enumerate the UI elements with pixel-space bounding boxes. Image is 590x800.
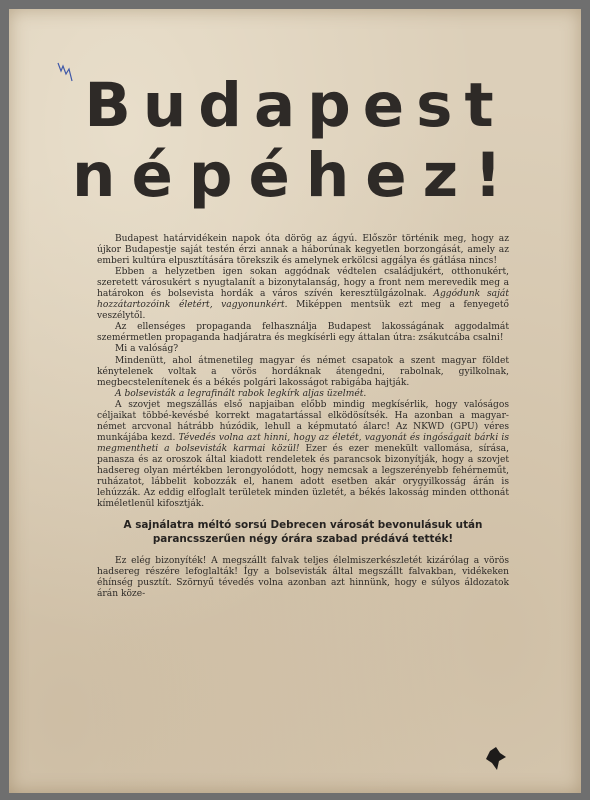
page-title-line-1: Budapest <box>84 70 506 141</box>
paragraph-4: Mi a valóság? <box>115 344 179 355</box>
paper-tear-hole <box>484 745 508 773</box>
page-title-line-2: népéhez! <box>72 140 518 211</box>
leaflet-body-text <box>97 234 509 600</box>
paragraph-2-text: Ebben a helyzetben igen sokan aggódnak védtelen családjukért, otthonukért, szeretett városukért s nyugtalanít a bizonytalanság, hogy a front nem merevedik meg a határokon és bolsevista hordák a város szívén keresztülgázolnak. <box>97 267 509 300</box>
paragraph-7-end: Ezer és ezer menekült vallomása, sírása, panasza és az oroszok által kiadott rendeletek és parancsok bizonyítják, hogy a szovjet hadsereg olyan mértékben lerongyolódott, hogy nemcsak a legszerényebb fehérneműt, ruházatot, lábbelit kobozzák el, hanem adott esetben akár orygyilkosság árán is lehúzzák. Az eddig elfoglalt területek minden üzletét, a békés lakosság minden otthonát kíméletlenül kifosztják. <box>97 443 509 510</box>
leaflet-page <box>9 9 581 793</box>
paragraph-1: Budapest határvidékein napok óta dörög az ágyú. Először történik meg, hogy az újkor Budapestje saját testén érzi annak a háborúnak kegyetlen borzongását, amely az emberi kultúra elpusztítására törekszik és amelynek erkölcsi aggálya és gátlása nincs! <box>97 234 509 267</box>
paragraph-7-italic: Tévedés volna azt hinni, hogy az életét, vagyonát és ingóságait bárki is megmentheti a bolsevisták karmai közül! <box>97 432 509 454</box>
paragraph-6-italic: A bolsevisták a legrafinált rabok legkírk aljas üzelmét. <box>115 388 367 399</box>
paragraph-7-text: A szovjet megszállás első napjaiban előbb mindig megkísérlik, hogy valóságos céljaikat többé-kevésbé korrekt magatartással elködösítsék. Ha azonban a magyar-német arcvonal hátrább húzódik, lehull a képmutató álarc! Az NKWD (GPU) véres munkájába kezd. <box>97 399 509 443</box>
paragraph-6 <box>97 389 509 400</box>
paragraph-7 <box>97 400 509 510</box>
paragraph-2 <box>97 267 509 322</box>
debrecen-callout: A sajnálatra méltó sorsú Debrecen városát bevonulásuk után parancsszerűen négy órára szabad prédává tették! <box>123 519 483 545</box>
paragraph-3: Az ellenséges propaganda felhasználja Budapest lakosságának aggodalmát szemérmetlen propaganda hadjáratra és megkísérli egy áttalan útra: zsákutcába csalni! <box>97 322 509 344</box>
paragraph-5: Mindenütt, ahol átmenetileg magyar és német csapatok a szent magyar földet kénytelenek voltak a vörös hordáknak átengedni, rabolnak, gyilkolnak, megbecstelenítenek és a békés polgári lakosságot rabigába hajtják. <box>97 355 509 388</box>
paragraph-2-end: Miképpen mentsük ezt meg a fenyegető veszélytől. <box>97 300 509 322</box>
paragraph-2-italic: Aggódunk saját hozzátartozóink életért, vagyonunkért. <box>97 289 509 311</box>
paragraph-8: Ez elég bizonyíték! A megszállt falvak teljes élelmiszerkészletét kizárólag a vörös hadsereg részére lefoglalták! Így a bolsevisták által megszállt falvakban, vidékeken éhínség pusztít. Szörnyű tévedés volna azonban azt hinnünk, hogy e súlyos áldozatok árán köze- <box>97 555 509 600</box>
